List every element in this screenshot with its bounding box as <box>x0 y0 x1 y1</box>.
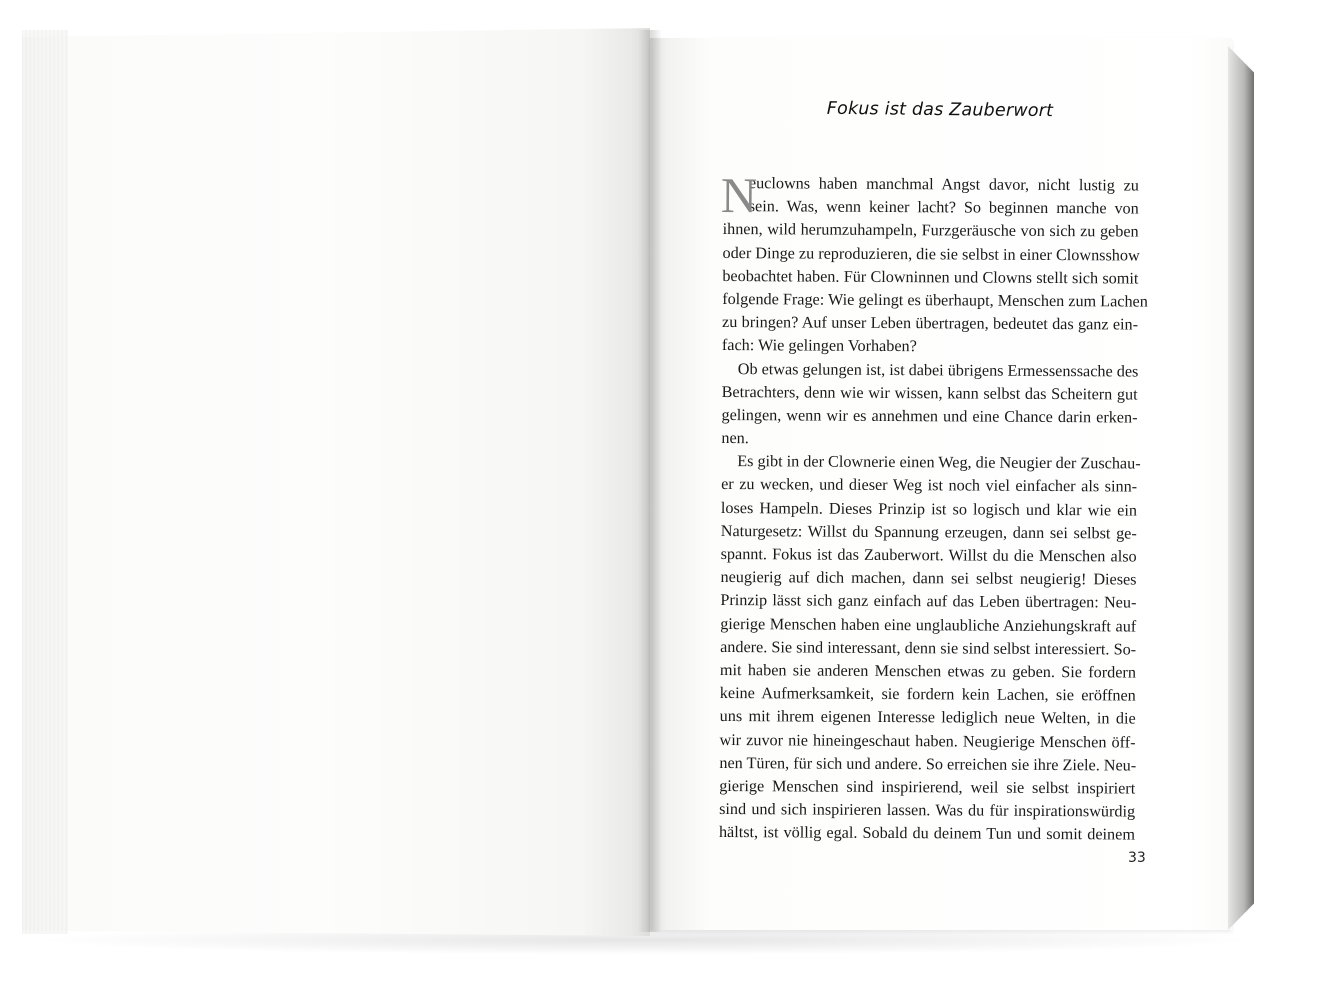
text-line: euclowns haben manchmal Angst davor, nicht lustig zu <box>748 174 1139 195</box>
text-line: sind und sich inspirieren lassen. Was du für inspirationswürdig <box>719 800 1136 821</box>
text-line: ihnen, wild herumzuhampeln, Furzgeräusche von sich zu geben <box>722 220 1139 241</box>
drop-cap: N <box>720 166 758 224</box>
text-line: fach: Wie gelingen Vorhaben? <box>721 336 917 356</box>
text-line: andere. Sie sind interessant, denn sie sind selbst interessiert. So- <box>720 637 1137 659</box>
text-line: Es gibt in der Clownerie einen Weg, die Neugier der Zuschau- <box>737 452 1141 473</box>
book-gutter <box>638 30 662 932</box>
left-page-stack-edge <box>22 30 68 934</box>
text-line: Prinzip lässt sich ganz einfach auf das Leben übertragen: Neu- <box>720 591 1137 612</box>
text-line: spannt. Fokus ist das Zauberwort. Willst du die Menschen also <box>720 544 1137 566</box>
page-number: 33 <box>1128 850 1146 866</box>
text-line: oder Dinge zu reproduzieren, die sie selbst in einer Clownsshow <box>722 243 1140 265</box>
text-line: uns mit ihrem eigenen Interesse lediglich neue Welten, in die <box>719 707 1136 728</box>
text-line: nen Türen, für sich und andere. So erreichen sie ihre Ziele. Neu- <box>719 753 1137 775</box>
left-page-blank <box>22 28 650 936</box>
text-line: Ob etwas gelungen ist, ist dabei übrigens Ermessenssache des <box>737 359 1139 381</box>
text-line: Betrachters, denn wie wir wissen, kann selbst das Scheitern gut <box>721 382 1138 404</box>
body-text <box>718 166 1148 847</box>
text-line: neugierig auf dich machen, dann sei selbst neugierig! Dieses <box>720 568 1137 589</box>
text-line: wir zuvor nie hineingeschaut haben. Neugierige Menschen öff- <box>719 730 1136 752</box>
text-line: gierige Menschen sind inspirierend, weil sie selbst inspiriert <box>719 776 1136 798</box>
text-line: er zu wecken, und dieser Weg ist noch viel einfacher als sinn- <box>721 475 1138 496</box>
right-page-stack-edge <box>1228 46 1254 930</box>
text-line: loses Hampeln. Dieses Prinzip ist so logisch und klar wie ein <box>720 498 1137 520</box>
text-line: sein. Was, wenn keiner lacht? So beginnen manche von <box>748 197 1139 218</box>
text-line: gelingen, wenn wir es annehmen und eine Chance darin erken- <box>721 405 1138 427</box>
text-line: hältst, ist völlig egal. Sobald du deinem Tun und somit deinem <box>718 823 1136 844</box>
text-line: keine Aufmerksamkeit, sie fordern kein Lachen, sie eröffnen <box>719 684 1136 705</box>
text-line: beobachtet haben. Für Clowninnen und Clowns stellt sich somit <box>722 266 1139 288</box>
text-line: folgende Frage: Wie gelingt es überhaupt, Menschen zum Lachen <box>722 289 1148 311</box>
text-line: nen. <box>721 429 749 448</box>
chapter-title: Fokus ist das Zauberwort <box>826 98 1054 122</box>
text-line: zu bringen? Auf unser Leben übertragen, bedeutet das ganz ein- <box>722 313 1139 334</box>
text-line: gierige Menschen haben eine unglaubliche Anziehungskraft auf <box>720 614 1137 636</box>
text-line: Naturgesetz: Willst du Spannung erzeugen, dann sei selbst ge- <box>720 521 1137 543</box>
text-line: mit haben sie anderen Menschen etwas zu geben. Sie fordern <box>719 660 1137 682</box>
